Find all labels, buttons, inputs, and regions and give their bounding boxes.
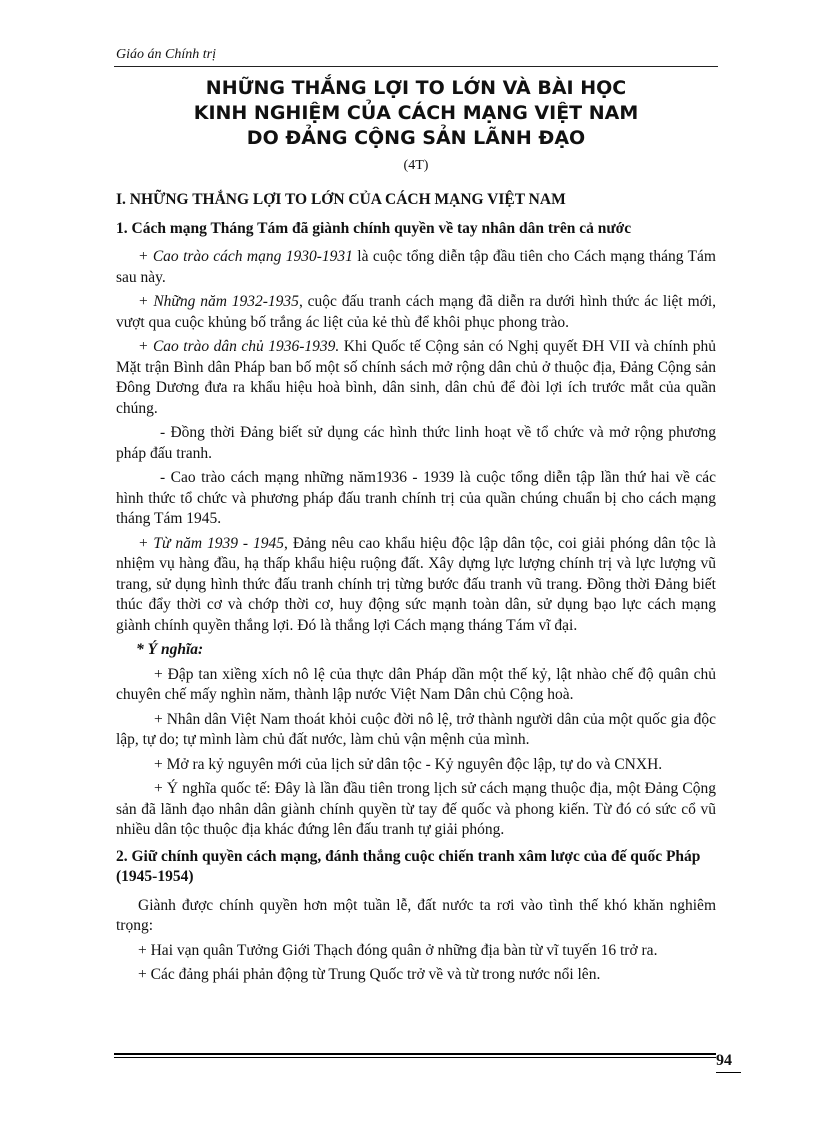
running-header: Giáo án Chính trị — [116, 47, 216, 62]
significance-heading: * Ý nghĩa: — [136, 641, 204, 658]
paragraph-emphasis: + Từ năm 1939 - 1945 — [138, 534, 285, 552]
title-line-2: KINH NGHIỆM CỦA CÁCH MẠNG VIỆT NAM — [193, 102, 639, 124]
paragraph — [116, 337, 716, 419]
paragraph: + Mở ra kỷ nguyên mới của lịch sử dân tộc - Kỷ nguyên độc lập, tự do và CNXH. — [154, 755, 663, 773]
title-line-3: DO ĐẢNG CỘNG SẢN LÃNH ĐẠO — [246, 127, 586, 149]
footer-rule-thin — [114, 1057, 716, 1058]
paragraph-emphasis: + Cao trào cách mạng 1930-1931 — [138, 248, 353, 265]
paragraph — [116, 247, 716, 288]
paragraph-text: là cuộc tổng diễn tập đầu tiên cho Cách mạng tháng Tám sau này. — [116, 248, 716, 286]
paragraph-text: , cuộc đấu tranh cách mạng đã diễn ra dưới hình thức ác liệt mới, vượt qua cuộc khủng bố trắng ác liệt của kẻ thù để khôi phục phong trào. — [116, 293, 717, 331]
paragraph — [116, 292, 716, 333]
paragraph: - Cao trào cách mạng những năm1936 - 1939 là cuộc tổng diễn tập lần thứ hai về các hình thức tổ chức và phương pháp đấu tranh chính trị của quần chúng chuẩn bị cho cách mạng tháng Tám 1945. — [116, 469, 716, 527]
document-subtitle: (4T) — [403, 158, 429, 173]
footer-rule-thick — [114, 1053, 716, 1055]
paragraph: - Đồng thời Đảng biết sử dụng các hình thức linh hoạt về tổ chức và mở rộng phương pháp đấu tranh. — [116, 424, 716, 462]
page-number: 94 — [716, 1052, 732, 1069]
paragraph-text: Khi Quốc tế Cộng sản có Nghị quyết ĐH VII và chính phủ Mặt trận Bình dân Pháp ban bố một số chính sách mở rộng dân chủ ở thuộc địa, Đảng Cộng sản Đông Dương đưa ra khẩu hiệu hoà bình, dân sinh, dân chủ để đòi lợi ích trước mắt của quần chúng. — [116, 338, 716, 417]
paragraph: + Ý nghĩa quốc tế: Đây là lần đầu tiên trong lịch sử cách mạng thuộc địa, một Đảng Cộng sản đã lãnh đạo nhân dân giành chính quyền từ tay đế quốc và phong kiến. Từ đó có sức cổ vũ nhiều dân tộc thuộc địa khác đứng lên đấu tranh tự giải phóng. — [116, 780, 716, 838]
paragraph — [116, 534, 716, 637]
header-rule — [114, 66, 718, 67]
section-heading: I. NHỮNG THẮNG LỢI TO LỚN CỦA CÁCH MẠNG VIỆT NAM — [116, 191, 566, 208]
paragraph: Giành được chính quyền hơn một tuần lễ, đất nước ta rơi vào tình thế khó khăn nghiêm trọng: — [116, 896, 716, 934]
document-body — [116, 190, 716, 990]
paragraph-text: , Đảng nêu cao khẩu hiệu độc lập dân tộc, coi giải phóng dân tộc là nhiệm vụ hàng đầu, hạ thấp khẩu hiệu ruộng đất. Xây dựng lực lượng chính trị và lực lượng vũ trang, sử dụng hình thức đấu tranh chính trị từng bước đấu tranh vũ trang. Đồng thời Đảng biết thúc đẩy thời cơ và chớp thời cơ, huy động sức mạnh toàn dân, sử dụng bạo lực cách mạng giành chính quyền thắng lợi. Đó là thắng lợi Cách mạng tháng Tám vĩ đại. — [116, 534, 717, 634]
subsection-2-heading: 2. Giữ chính quyền cách mạng, đánh thắng cuộc chiến tranh xâm lược của đế quốc Pháp (1945-1954) — [116, 847, 701, 885]
paragraph: + Đập tan xiềng xích nô lệ của thực dân Pháp dần một thế kỷ, lật nhào chế độ quân chủ chuyên chế mấy nghìn năm, thành lập nước Việt Nam Dân chủ Cộng hoà. — [116, 665, 716, 703]
paragraph: + Các đảng phái phản động từ Trung Quốc trở về và từ trong nước nổi lên. — [138, 966, 601, 983]
paragraph: + Hai vạn quân Tưởng Giới Thạch đóng quân ở những địa bàn từ vĩ tuyến 16 trở ra. — [138, 941, 658, 959]
subsection-1-heading: 1. Cách mạng Tháng Tám đã giành chính quyền về tay nhân dân trên cả nước — [116, 219, 632, 237]
title-line-1: NHỮNG THẮNG LỢI TO LỚN VÀ BÀI HỌC — [205, 77, 627, 99]
paragraph-emphasis: + Cao trào dân chủ 1936-1939. — [138, 338, 340, 355]
footer-rule-short — [716, 1072, 741, 1073]
paragraph-emphasis: + Những năm 1932-1935 — [138, 293, 299, 310]
paragraph: + Nhân dân Việt Nam thoát khỏi cuộc đời nô lệ, trở thành người dân của một quốc gia độc lập, tự do; tự mình làm chủ đất nước, làm chủ vận mệnh của mình. — [116, 710, 716, 748]
document-title — [114, 76, 718, 151]
